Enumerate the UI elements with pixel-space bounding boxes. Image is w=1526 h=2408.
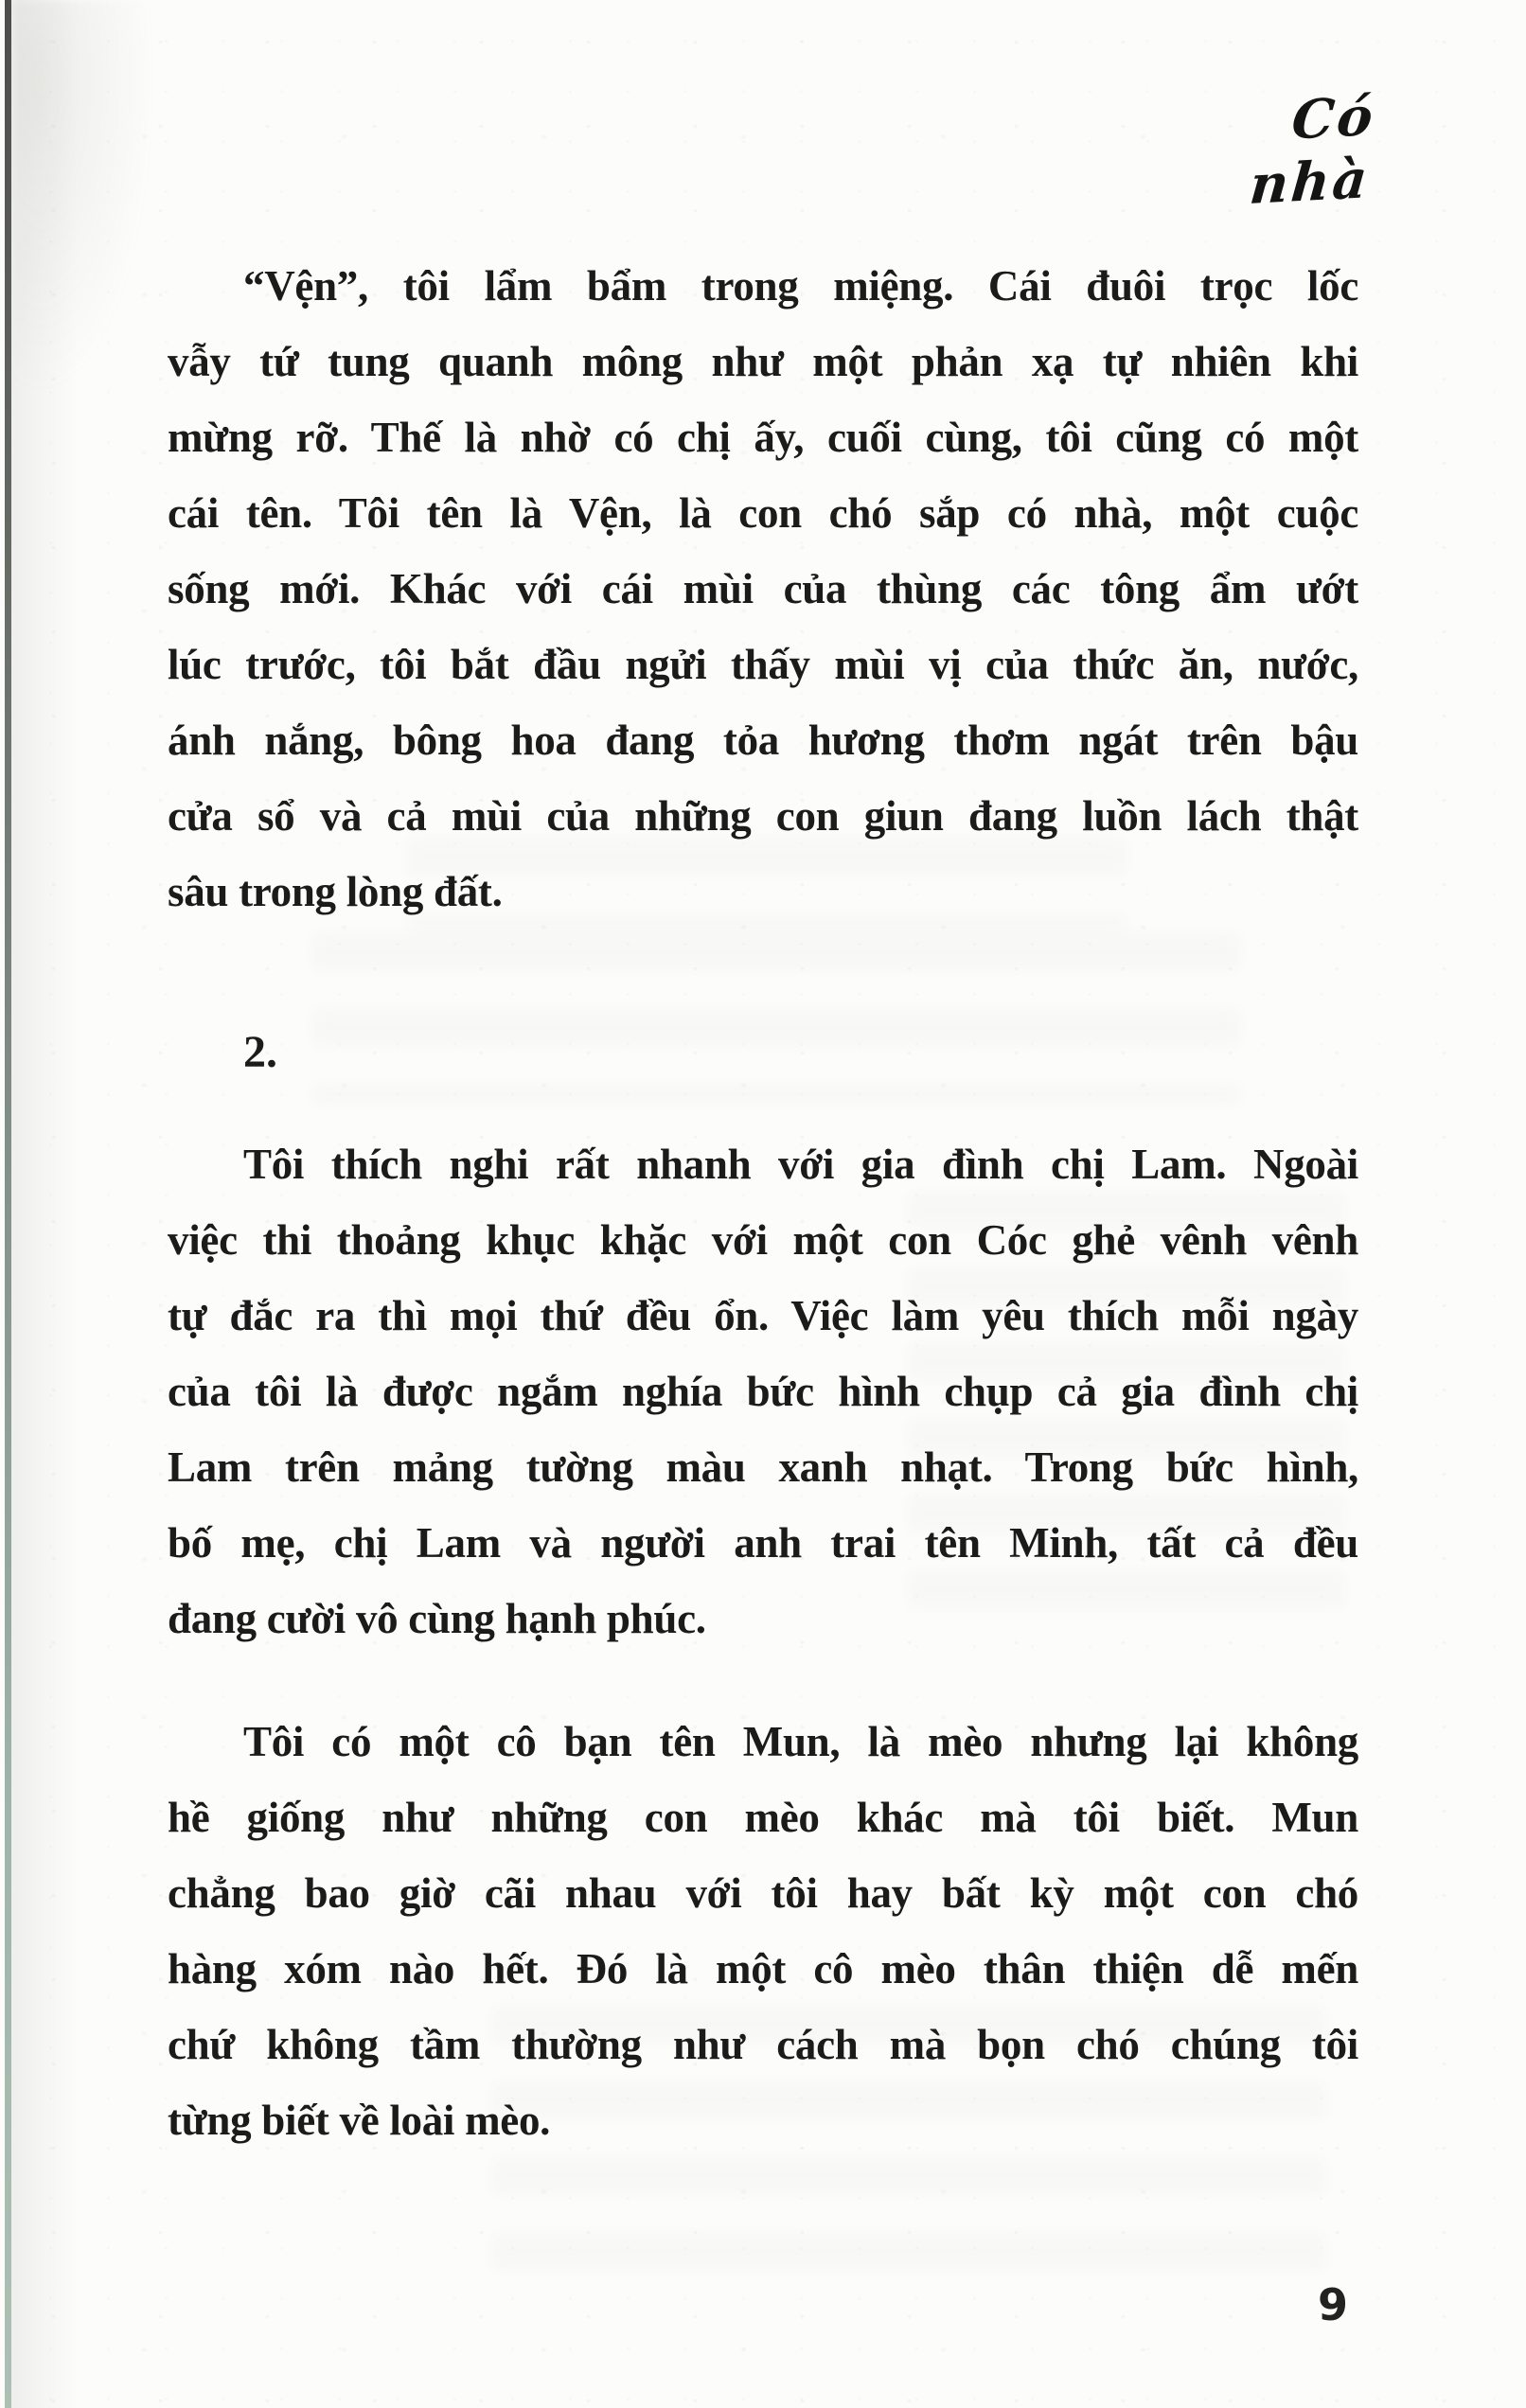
text-line: chẳng bao giờ cãi nhau với tôi hay bất kỳ một con chó <box>168 1869 1358 1917</box>
text-line: lúc trước, tôi bắt đầu ngửi thấy mùi vị của thức ăn, nước, <box>168 641 1358 688</box>
text-line: bố mẹ, chị Lam và người anh trai tên Minh, tất cả đều <box>168 1519 1358 1567</box>
text-line: “Vện”, tôi lẩm bẩm trong miệng. Cái đuôi trọc lốc <box>243 262 1358 310</box>
text-line: của tôi là được ngắm nghía bức hình chụp cả gia đình chị <box>168 1368 1358 1415</box>
text-line: cái tên. Tôi tên là Vện, là con chó sắp có nhà, một cuộc <box>168 489 1358 537</box>
text-line: hàng xóm nào hết. Đó là một cô mèo thân thiện dễ mến <box>168 1945 1358 1992</box>
page-number: 9 <box>1317 2279 1348 2330</box>
scan-blotch <box>13 0 155 398</box>
text-line: ánh nắng, bông hoa đang tỏa hương thơm ngát trên bậu <box>168 717 1358 764</box>
text-line: mừng rỡ. Thế là nhờ có chị ấy, cuối cùng, tôi cũng có một <box>168 414 1358 461</box>
book-spine-edge <box>5 0 11 2408</box>
text-line: Tôi thích nghi rất nhanh với gia đình chị Lam. Ngoài <box>243 1141 1358 1188</box>
text-line: Lam trên mảng tường màu xanh nhạt. Trong bức hình, <box>168 1443 1358 1491</box>
text-line: vẫy tứ tung quanh mông như một phản xạ tự nhiên khi <box>168 338 1358 385</box>
section-heading <box>168 1015 1358 1090</box>
paragraph-1 <box>168 248 1358 930</box>
paragraph-3 <box>168 1704 1358 2158</box>
paragraph-2 <box>168 1126 1358 1656</box>
text-line: cửa sổ và cả mùi của những con giun đang luồn lách thật <box>168 792 1358 840</box>
text-line: Tôi có một cô bạn tên Mun, là mèo nhưng lại không <box>243 1718 1358 1765</box>
text-line: sâu trong lòng đất. <box>168 868 503 915</box>
text-line: sống mới. Khác với cái mùi của thùng các tông ẩm ướt <box>168 565 1358 612</box>
text-line: tự đắc ra thì mọi thứ đều ổn. Việc làm yêu thích mỗi ngày <box>168 1292 1358 1339</box>
text-line: từng biết về loài mèo. <box>168 2097 551 2144</box>
running-header: Có nhà <box>1247 84 1378 218</box>
text-line: đang cười vô cùng hạnh phúc. <box>168 1595 706 1642</box>
text-line: hề giống như những con mèo khác mà tôi biết. Mun <box>168 1794 1358 1841</box>
section-number: 2. <box>243 1027 277 1077</box>
text-line: chứ không tầm thường như cách mà bọn chó chúng tôi <box>168 2021 1358 2068</box>
text-line: việc thi thoảng khục khặc với một con Cóc ghẻ vênh vênh <box>168 1216 1358 1264</box>
